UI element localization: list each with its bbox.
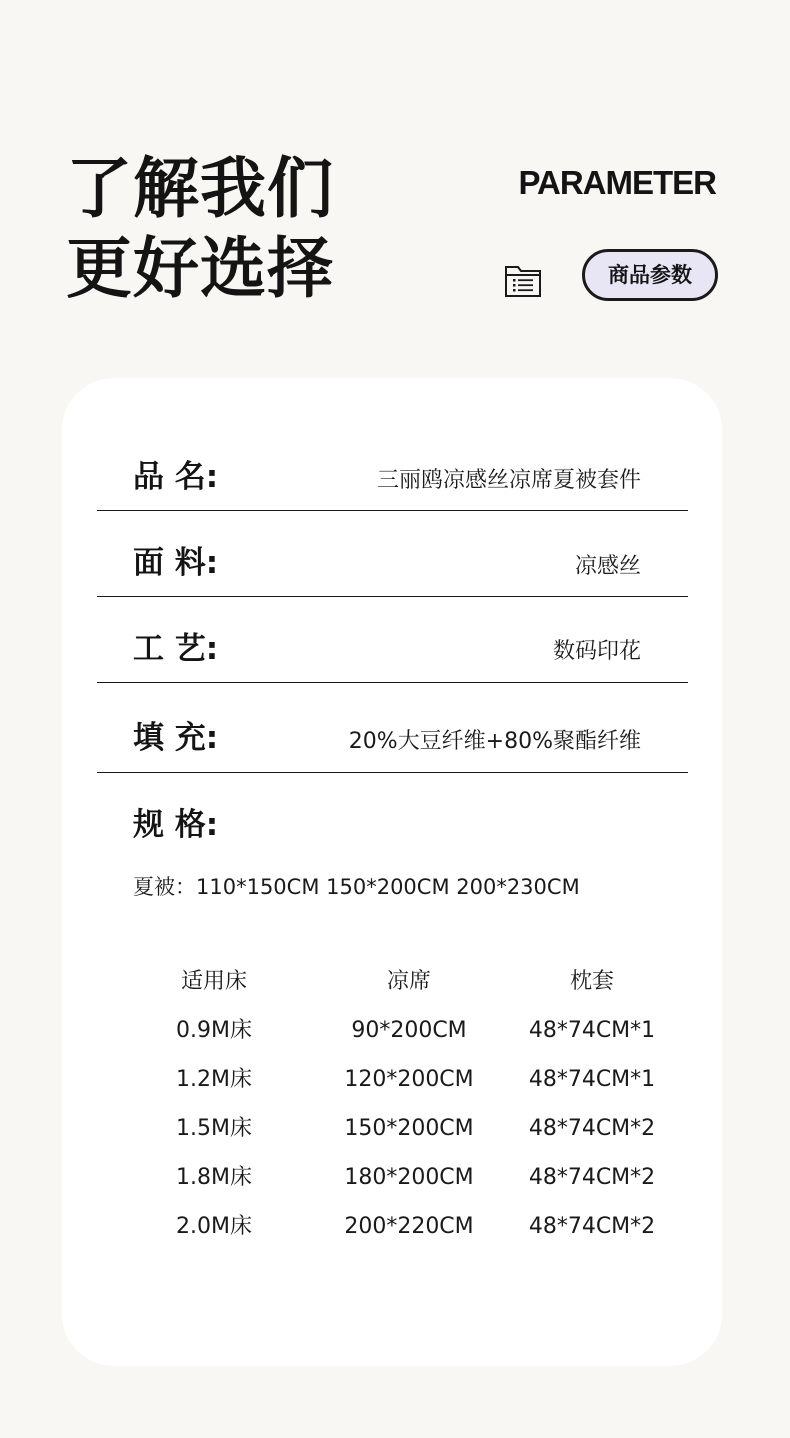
table-cell-pillowcase: 48*74CM*2 xyxy=(528,1165,656,1190)
divider xyxy=(97,596,688,597)
param-craft-label: 工 艺: xyxy=(133,631,219,667)
params-card xyxy=(62,378,722,1366)
table-cell-mat: 120*200CM xyxy=(344,1067,474,1092)
divider xyxy=(97,772,688,773)
divider xyxy=(97,510,688,511)
table-cell-bed: 0.9M床 xyxy=(176,1018,252,1043)
table-header-pillowcase: 枕套 xyxy=(569,969,614,994)
page-title-line-1: 了解我们 xyxy=(66,150,334,227)
quilt-size-line: 夏被：110*150CM 150*200CM 200*230CM xyxy=(133,875,580,899)
param-fabric-label: 面 料: xyxy=(133,545,219,581)
param-fabric-value: 凉感丝 xyxy=(574,554,641,579)
document-list-icon xyxy=(504,264,542,298)
table-cell-pillowcase: 48*74CM*2 xyxy=(528,1116,656,1141)
table-cell-pillowcase: 48*74CM*1 xyxy=(528,1018,656,1043)
param-filling-label: 填 充: xyxy=(133,720,219,756)
param-craft-value: 数码印花 xyxy=(552,639,641,664)
param-filling-value: 20%大豆纤维+80%聚酯纤维 xyxy=(348,729,641,754)
table-cell-mat: 150*200CM xyxy=(344,1116,474,1141)
table-cell-bed: 1.8M床 xyxy=(176,1165,252,1190)
table-cell-bed: 2.0M床 xyxy=(176,1214,252,1239)
page-title-line-2: 更好选择 xyxy=(66,230,334,307)
table-header-bed: 适用床 xyxy=(180,969,247,994)
table-cell-pillowcase: 48*74CM*1 xyxy=(528,1067,656,1092)
parameter-heading: PARAMETER xyxy=(518,164,716,201)
divider xyxy=(97,682,688,683)
product-params-button[interactable]: 商品参数 xyxy=(582,249,718,301)
table-cell-bed: 1.2M床 xyxy=(176,1067,252,1092)
table-cell-mat: 200*220CM xyxy=(344,1214,474,1239)
table-cell-mat: 180*200CM xyxy=(344,1165,474,1190)
table-cell-bed: 1.5M床 xyxy=(176,1116,252,1141)
param-name-value: 三丽鸥凉感丝凉席夏被套件 xyxy=(376,468,641,493)
param-name-label: 品 名: xyxy=(133,459,219,495)
table-cell-mat: 90*200CM xyxy=(351,1018,467,1043)
table-cell-pillowcase: 48*74CM*2 xyxy=(528,1214,656,1239)
param-spec-label: 规 格: xyxy=(133,807,219,843)
table-header-mat: 凉席 xyxy=(386,969,431,994)
